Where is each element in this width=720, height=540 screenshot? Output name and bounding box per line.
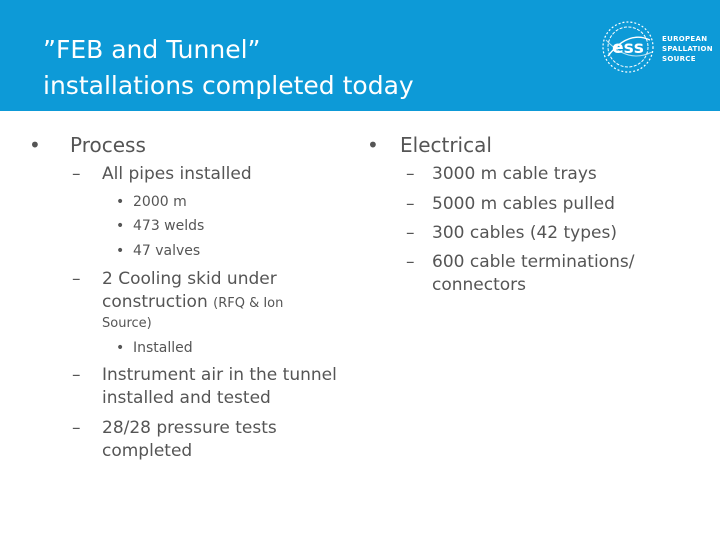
process-item-pipes: All pipes installed: [102, 164, 252, 184]
ess-logo-mark-icon: [598, 18, 662, 76]
bullet-icon: •: [367, 133, 379, 157]
dash-icon: –: [406, 223, 415, 243]
bullet-icon: •: [29, 133, 41, 157]
dash-icon: –: [406, 252, 415, 272]
process-item-cooling-line-2: [102, 291, 283, 315]
electrical-item-terminations-line-2: connectors: [432, 275, 527, 295]
process-item-cooling-note: (RFQ & Ion: [213, 296, 284, 311]
bullet-icon: •: [116, 243, 125, 259]
ess-logo: [598, 18, 712, 76]
title-banner: [0, 0, 720, 111]
slide-title-line-2: installations completed today: [43, 71, 414, 100]
process-item-air-line-1: Instrument air in the tunnel: [102, 365, 337, 385]
logo-line-1: EUROPEAN: [662, 35, 708, 43]
process-subitem-welds: 473 welds: [133, 218, 205, 234]
slide-title-line-1: ”FEB and Tunnel”: [43, 35, 261, 64]
dash-icon: –: [72, 418, 81, 438]
dash-icon: –: [406, 194, 415, 214]
process-subitem-valves: 47 valves: [133, 243, 201, 259]
bullet-icon: •: [116, 218, 125, 234]
dash-icon: –: [72, 269, 81, 289]
dash-icon: –: [406, 164, 415, 184]
process-item-pressure-line-2: completed: [102, 441, 193, 461]
process-item-air-line-2: installed and tested: [102, 388, 271, 408]
bullet-icon: •: [116, 340, 125, 356]
electrical-item-cable-types: 300 cables (42 types): [432, 223, 617, 243]
electrical-item-trays: 3000 m cable trays: [432, 164, 597, 184]
process-subitem-installed: Installed: [133, 340, 193, 356]
dash-icon: –: [72, 365, 81, 385]
logo-line-3: SOURCE: [662, 55, 696, 63]
process-heading: Process: [70, 133, 146, 157]
ess-logo-text: [662, 34, 713, 64]
process-item-cooling-line-3: Source): [102, 316, 152, 331]
process-item-cooling-text: construction: [102, 292, 214, 312]
logo-line-2: SPALLATION: [662, 45, 713, 53]
electrical-heading: Electrical: [400, 133, 492, 157]
process-subitem-length: 2000 m: [133, 194, 187, 210]
process-item-pressure-line-1: 28/28 pressure tests: [102, 418, 277, 438]
electrical-item-cables-pulled: 5000 m cables pulled: [432, 194, 615, 214]
ess-logo-mark-text: ess: [612, 38, 644, 58]
electrical-item-terminations-line-1: 600 cable terminations/: [432, 252, 635, 272]
process-item-cooling-line-1: 2 Cooling skid under: [102, 269, 277, 289]
slide-title: [43, 32, 563, 104]
dash-icon: –: [72, 164, 81, 184]
bullet-icon: •: [116, 194, 125, 210]
